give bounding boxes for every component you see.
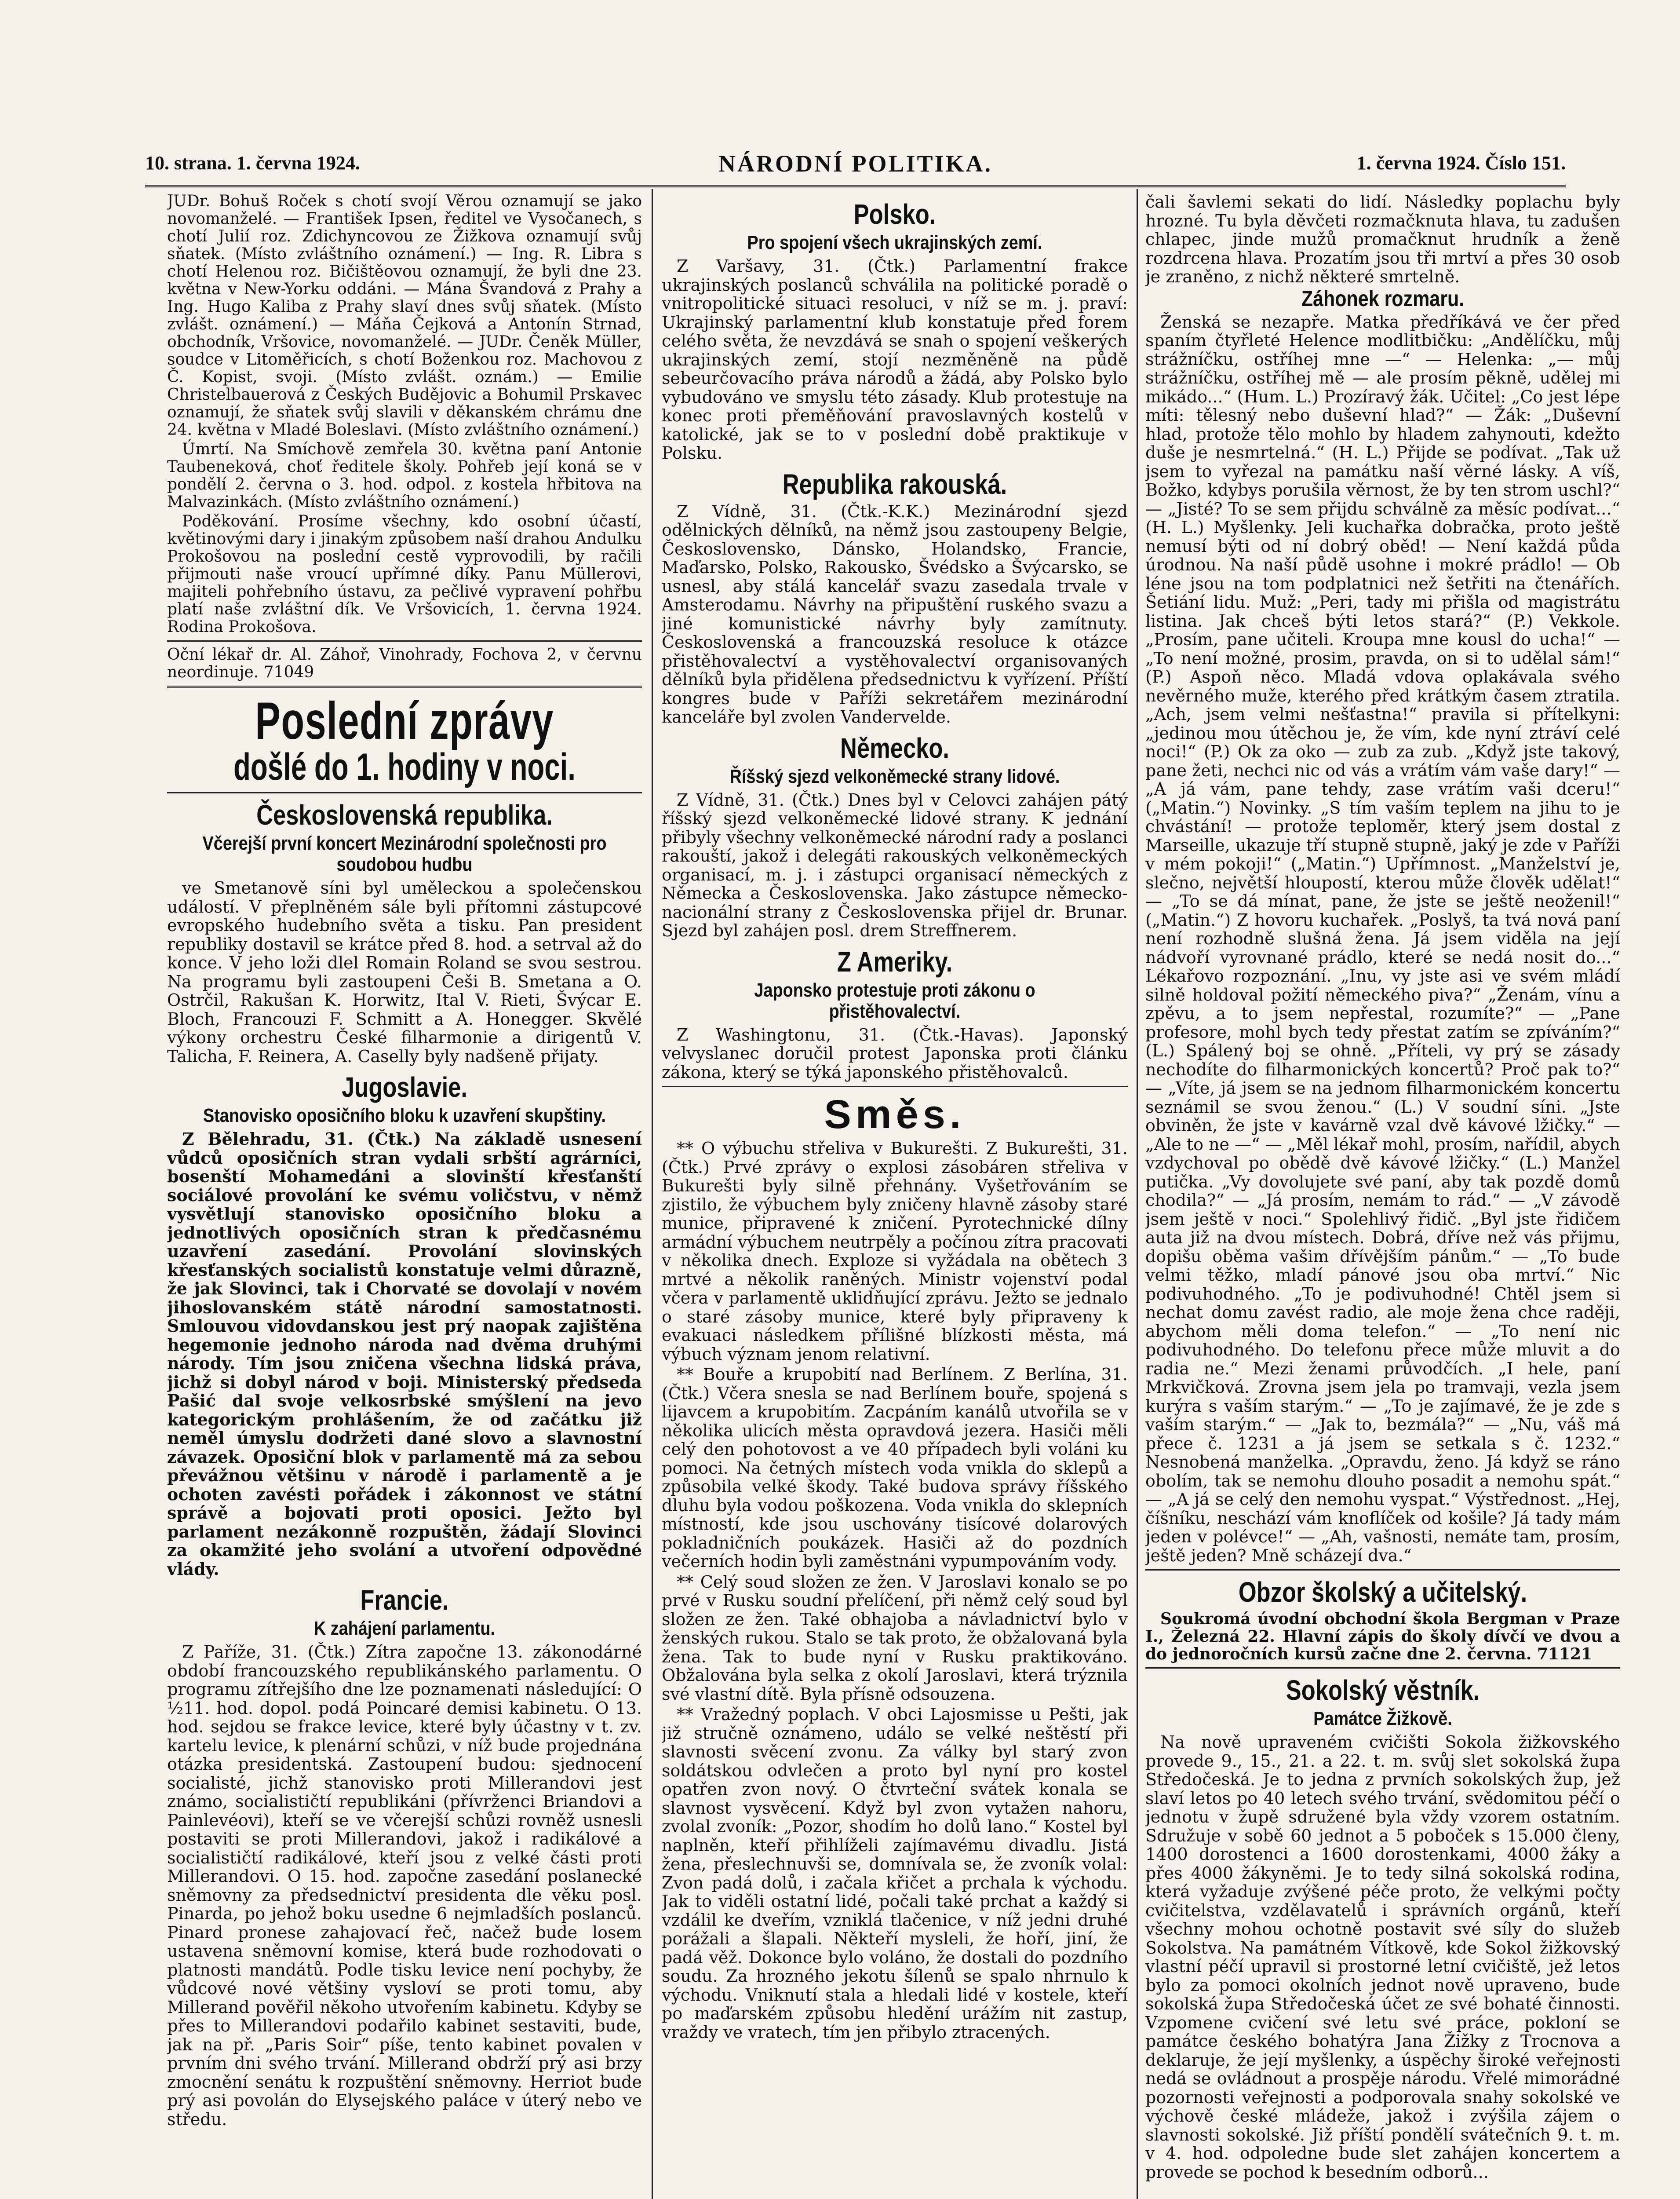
header-rule [145, 185, 1566, 187]
article-headline: Pro spojení všech ukrajinských zemí. [747, 232, 1042, 253]
school-notice: Soukromá úvodní obchodní škola Bergman v Praze I., Železná 22. Hlavní zápis do školy dívčí ve dvou a do jednoročních kursů začne dne 2. června. 71121 [1145, 1610, 1620, 1663]
page-date-left: 10. strana. 1. června 1924. [145, 152, 360, 174]
doctor-ad: Oční lékař dr. Al. Záhoř, Vinohrady, Fochova 2, v červnu neordinuje. 71049 [167, 646, 642, 681]
news-item: ** Bouře a krupobití nad Berlínem. Z Berlína, 31. (Čtk.) Včera snesla se nad Berlínem bouře, spojená s lijavcem a krupobitím. Zacpáním kanálů utvořila se v několika ulicích města opravdová jezera. Hasiči měli celý den pohotovost a ve 40 případech byli voláni ku pomoci. Na četných místech voda vnikla do sklepů a způsobila velké škody. Také budova správy říšského dluhu byla vodou poškozena. Voda vnikla do sklepních místností, kde jsou uschovány tisícové dolarových pokladničních poukázek. Hasiči až do pozdních večerních hodin byli zaměstnáni vypumpováním vody. [662, 1365, 1128, 1571]
column-divider [652, 189, 653, 2199]
masthead-title: NÁRODNÍ POLITIKA. [718, 150, 993, 177]
article-headline: Japonsko protestuje proti zákonu o přistěhovalectví. [754, 979, 1035, 1022]
section-title: Německo. [840, 732, 949, 764]
article-headline: K zahájení parlamentu. [313, 1618, 496, 1639]
column-2 [662, 193, 1128, 2199]
article-body: Z Vídně, 31. (Čtk.-K.K.) Mezinárodní sjezd odělnických dělníků, na němž jsou zastoupeny Belgie, Československo, Dánsko, Holandsko, Francie, Maďarsko, Polsko, Rakousko, Švédsko a Švýcarsko, se usnesl, aby stálá kancelář svazu zasedala trvale v Amsterodamu. Návrhy na připuštění ruského svazu a jiné komunistické návrhy byly zamítnuty. Československá a francouzská resoluce k otázce přistěhovalectví a vystěhovalectví organisovaných dělníků byla přidělena předsednictvu k vyřízení. Příští kongres bude v Paříži sekretářem mezinárodní kanceláře byl zvolen Vandervelde. [662, 501, 1128, 727]
wedding-notices: JUDr. Bohuš Roček s chotí svojí Věrou oznamují se jako novomanželé. — František Ipsen, ředitel ve Vysočanech, s chotí Julií roz. Zdichyncovou ze Žižkova oznamují svůj sňatek. (Místo zvláštního oznámení.) — Ing. R. Libra s chotí Helenou roz. Bičištěovou oznamují, že byli dne 23. května v New-Yorku oddáni. — Mána Švandová z Prahy a Ing. Hugo Kaliba z Prahy slaví dnes svůj sňatek. (Místo zvlášt. oznámení.) — Máňa Čejková a Antonín Strnad, obchodník, Vršovice, novomanželé. — JUDr. Čeněk Müller, soudce v Litoměřicích, s chotí Boženkou roz. Machovou z Č. Kopist, svoji. (Místo zvlášt. oznám.) — Emilie Christelbauerová z Českých Budějovic a Bohumil Prskavec oznamují, že sňatek svůj slavili v děkanském chrámu dne 24. května v Mladé Boleslavi. (Místo zvláštního oznámení.) [167, 193, 642, 439]
section-title: Záhonek rozmaru. [1301, 286, 1465, 311]
divider [167, 792, 642, 793]
article-headline: Stanovisko oposičního bloku k uzavření skupštiny. [203, 1105, 606, 1126]
article-body: Na nově upraveném cvičišti Sokola žižkovského provede 9., 15., 21. a 22. t. m. svůj slet sokolská župa Středočeská. Je to jedna z prvních sokolských žup, jež slaví letos po 40 letech svého trvání, svědomitou péčí o jednotu v župě sdružené byla vždy vzorem ostatním. Sdružuje v sobě 60 jednot a 5 poboček s 15.000 členy, 1400 dorostenci a 1600 dorostenkami, 4000 žáky a přes 4000 žákyněmi. Je to tedy silná sokolská rodina, která vyžaduje zvýšené péče proto, že velkými počty cvičitelstva, vzdělavatelů i správních orgánů, kteří všechny mohou ochotně postavit své síly do služeb Sokolstva. Na památném Vítkově, kde Sokol žižkovský vlastní péčí upravil si prostorné letní cvičiště, jež letos bylo za pomoci okolních jednot nově upraveno, bude sokolská župa Středočeská účet ze své bohaté činnosti. Vzpomene cvičení své letu své práce, pokloní se památce českého bohatýra Jana Žižky z Trocnova a deklaruje, že její myšlenky, a úspěchy široké veřejnosti nedá se ovládnout a prospěje národu. Vřelé mimorádné pozornosti veřejnosti a podporovala snahy sokolské ve výchově české mládeže, jakož i zvýšila zájem o slavnosti sokolské. Již příští pondělí svátečních 9. t. m. v 4. hod. odpoledne bude slet zahájen koncertem a provede se pochod k besedním odborů... [1145, 1732, 1620, 2182]
section-title: Francie. [360, 1584, 449, 1616]
section-title: Směs. [824, 1092, 966, 1137]
section-title: Československá republika. [256, 799, 553, 831]
issue-number: 1. června 1924. Číslo 151. [1356, 152, 1566, 174]
divider [1145, 1569, 1620, 1571]
section-title: Z Ameriky. [837, 946, 953, 978]
article-body: ve Smetanově síni byl uměleckou a společenskou událostí. V přeplněném sále byli přítomni zástupcové evropského hudebního světa a tisku. Pan president republiky dostavil se krátce před 8. hod. a setrval až do konce. V jeho loži dlel Romain Roland se svou sestrou. Na programu byli zastoupeni Češi B. Smetana a O. Ostrčil, Rakušan K. Horwitz, Ital V. Rieti, Švýcar E. Bloch, Francouzi F. Schmitt a A. Honegger. Skvělé výkony orchestru České filharmonie a dirigentů V. Talicha, F. Reinera, A. Caselly byly nadšeně přijaty. [167, 878, 642, 1066]
column-1 [167, 193, 642, 2199]
banner-subheadline: došlé do 1. hodiny v noci. [233, 746, 576, 788]
column-3 [1145, 193, 1620, 2199]
banner-headline: Poslední zprávy [255, 691, 554, 750]
section-title: Polsko. [853, 198, 936, 230]
article-headline: Říšský sjezd velkoněmecké strany lidové. [729, 765, 1060, 787]
article-headline: Památce Žižkově. [1313, 1708, 1452, 1729]
section-title: Obzor školský a učitelský. [1238, 1576, 1527, 1608]
article-body: Z Vídně, 31. (Čtk.) Dnes byl v Celovci zahájen pátý říšský sjezd velkoněmecké lidové strany. K jednání přibyly všechny velkoněmecké národní rady a poslanci rakouští, jakož i delegáti rakouských velkoněmeckých organisací, m. j. i zástupci organisací německých z Německa a Československa. Jako zástupce německo-nacionální strany z Československa přijel dr. Brunar. Sjezd byl zahájen posl. drem Streffnerem. [662, 790, 1128, 940]
section-title: Republika rakouská. [782, 468, 1007, 500]
column-divider [1137, 189, 1138, 2199]
humor-column: Ženská se nezapře. Matka předříkává ve čer před spaním čtyřleté Helence modlitbičku: „Andělíčku, můj strážníčku, ostříhej mne —“ — Helenka: „— můj strážníčku, ostříhej mě — ale prosím pěkně, udělej mi mikádo...“ (Hum. L.) Prozíravý žák. Učitel: „Co jest lépe míti: tělesný nebo duševní hlad?“ — Žák: „Duševní hlad, protože tělo mohlo by hladem zahynouti, kdežto duše je nesmrtelná.“ (H. L.) Přijde se podívat. „Tak už jsem to vyřezal na památku naší věrné lásky. A víš, Božko, kdybys porušila věrnost, že by ten strom uschl?“ — „Jisté? To se sem přijdu schválně za měsíc podívat...“ (H. L.) Myšlenky. Jeli kuchařka dobračka, proto ještě nemusí býti od ní dobrý oběd! — Není každá půda úrodnou. Na naší půdě usohne i mokré prádlo! — Ob léne jsou na tom podplatnici než šetřiti na čtenářích. Šetiání lidu. Muž: „Peri, tady mi přišla od magistrátu listina. Jak chceš býti letos stará?“ (P.) Vekkole. „Prosím, pane učiteli. Kroupa mne kousl do ucha!“ — „To není možné, prosim, pravda, on si to udělal sám!“ (P.) Aspoň něco. Mladá vdova oplakávala svého nevěrného muže, kterého před krátkým časem ztratila. „Ach, jsem velmi nešťastna!“ pravila si přítelkyni: „jedinou mou útěchou je, že vím, kde nyní ztráví celé noci!“ (P.) Ok za oko — zub za zub. „Když jste takový, pane žeti, nechci nic od vás a vrátím vám vaše dary!“ — „A já vám, pane tehdy, zase vrátím vaši dceru!“ („Matin.“) Novinky. „S tím vaším teplem na jihu to je chvástání! — protože teploměr, který jsem dostal z Marseille, ukazuje tří stupně stupně, jaký je zde v Paříži v mém pokoji!“ („Matin.“) Upřímnost. „Manželství je, slečno, největší hloupostí, kterou může člověk udělat!“ — „To se dá mínat, pane, že jste se ještě neoženil!“ („Matin.“) Z hovoru kuchařek. „Poslyš, ta tvá nová paní není rozhodně slušná žena. Já jsem viděla na její nádvoří vyrovnané prádlo, které se nedá nosit do...“ Lékařovo rozpoznání. „Inu, vy jste asi ve svém mládí silně holdoval požití německého piva?“ „Ženám, vínu a zpěvu, a to jsem nepřestal, rozumíte?“ — „Pane profesore, mohl bych tedy přestat zatím se zpíváním?“ (L.) Spálený boj se ohně. „Příteli, vy prý se zásady nechodíte do filharmonických koncertů? Proč pak to?“ — „Víte, já jsem se na jednom filharmonickém koncertu seznámil se svou ženou.“ (L.) V soudní síni. „Jste obviněn, že jste v kavárně vzal dvě kávové lžičky.“ — „Ale to ne —“ — „Měl lékař mohl, prosím, nařídil, abych vzdychoval po obědě dvě kávové lžičky.“ (L.) Manžel putička. „Vy dovolujete své paní, aby tak pozdě domů chodila?“ — „Já prosím, nemám to rád.“ — „V závodě jsem ještě v noci.“ Spolehlivý řidič. „Byl jste řidičem auta již na dvou místech. Dobrá, dříve než vás přijmu, dopišu oběma vašim dřívějším pánům.“ — „To bude velmi těžko, mladí pánové jsou oba mrtví.“ Nic podivuhodného. „To je podivuhodné! Chtěl jsem si nechat domu zavést radio, ale moje žena chce raději, abychom měli doma telefon.“ — „To není nic podivuhodného. Do telefonu přece může mluvit a do radia ne.“ Mezi ženami průvodčích. „I hele, paní Mrkvičková. Zrovna jsem jela po tramvaji, vezla jsem kurýra s vaším starým.“ — „To je zajímavé, že je zde s vaším starým.“ — „Jak to, bezmála?“ — „Nu, váš má přece č. 1231 a já jsem se setkala s č. 1232.“ Nesnobená manželka. „Opravdu, ženo. Já když se ráno obolím, tak se nemohu dlouho posadit a nemohu spát.“ — „A já se celý den nemohu vyspat.“ Výstřednost. „Hej, číšníku, neschází vám knoflíček od košile? Já tady mám jeden v polévce!“ — „Ah, vašnosti, nemáte tam, prosím, ještě jeden? Mně scházejí dva.“ [1145, 312, 1620, 1565]
news-item: ** Celý soud složen ze žen. V Jaroslavi konalo se po prvé v Rusku soudní přelíčení, při němž celý soud byl složen ze žen. Také obhajoba a návladnictví bylo v ženských rukou. Stalo se tak proto, že obžalovaná byla žena. Tak to bude nyní v Rusku praktikováno. Obžalována byla selka z okolí Jaroslavi, která trýznila své vlastní dítě. Byla přísně odsouzena. [662, 1572, 1128, 1704]
thanks-notice: Poděkování. Prosíme všechny, kdo osobní účastí, květinovými dary i jinakým způsobem naší drahou Andulku Prokošovou na poslední cestě vyprovodili, by račili přijmouti naše vroucí upřímné díky. Panu Müllerovi, majiteli pohřebního ústavu, za pečlivé vypravení pohřbu platí naše zvláštní dík. Ve Vršovicích, 1. června 1924. Rodina Prokošova. [167, 512, 642, 636]
news-item: ** Vražedný poplach. V obci Lajosmisse u Pešti, jak již stručně oznámeno, událo se velké neštěstí při slavnosti svěcení zvonu. Za války byl starý zvon soldátskou odvlečen a proto byl nyní pro kostel opatřen zvon nový. O čtvrteční svátek konala se slavnost vysvěcení. Když byl zvon vytažen nahoru, zvolal zvoník: „Pozor, shodím ho dolů lano.“ Kostel byl naplněn, kteří přihlíželi zajímavému divadlu. Jistá žena, přeslechnuvši se, domnívala se, že zvoník volal: Zvon padá dolů, i začala křičet a prchala k východu. Jak to viděli ostatní lidé, počali také prchat a každý si vzdálil ke dveřím, vzniklá tlačenice, v níž jedni druhé porážali a šlapali. Někteří mysleli, že hoří, jiní, že padá věž. Dokonce bylo voláno, že dostali do pozdního soudu. Za hrozného jekotu šílenů se spalo nhrnulo k východu. Vniknutí stala a hledali lidé v kostele, kteří po maďarském způsobu hledění urážím nit zastup, vraždy ve vratech, tím jen přibylo ztracených. [662, 1705, 1128, 2042]
article-headline: Včerejší první koncert Mezinárodní společnosti pro soudobou hudbu [202, 833, 607, 875]
article-body: Z Varšavy, 31. (Čtk.) Parlamentní frakce ukrajinských poslanců schválila na politické poradě o vnitropolitické situaci resoluci, v níž se m. j. praví: Ukrajinský parlamentní klub konstatuje před forem celého světa, že nevzdává se snah o spojení veškerých ukrajinských zemí, stojí nezměněně na půdě sebeurčovacího práva národů a žádá, aby Polsko bylo vybudováno ve smyslu této zásady. Klub protestuje na konec proti přeměňování pravoslavných kostelů v katolické, jak se to v poslední době praktikuje v Polsku. [662, 256, 1128, 463]
divider [1145, 1667, 1620, 1669]
divider [167, 686, 642, 688]
death-notice: Úmrtí. Na Smíchově zemřela 30. května paní Antonie Taubeneková, choť ředitele školy. Pohřeb její koná se v pondělí 2. června o 3. hod. odpol. z kostela hřbitova na Malvazinkách. (Místo zvláštního oznámení.) [167, 440, 642, 511]
article-body: Z Washingtonu, 31. (Čtk.-Havas). Japonský velvyslanec doručil protest Japonska proti článku zákona, který se týká japonského přistěhovalců. [662, 1025, 1128, 1082]
divider [662, 1086, 1128, 1087]
article-body: Z Paříže, 31. (Čtk.) Zítra započne 13. zákonodárné období francouzského republikánského parlamentu. O programu zítřejšího dne lze poznamenati následující: O ½11. hod. dopol. podá Poincaré demisi kabinetu. O 13. hod. sejdou se frakce levice, které byly účastny v t. zv. kartelu levice, k plenární schůzi, v níž bude projednána otázka presidentská. Zastoupení budou: sjednocení socialisté, jichž stanovisko proti Millerandovi jest známo, socialističtí republikáni (přívrženci Briandovi a Painlevéovi), kteří se ve včerejší schůzi rovněž usnesli postaviti se proti Millerandovi, jakož i radikálové a socialističtí radikálové, kteří jsou z velké části proti Millerandovi. O 15. hod. započne zasedání poslanecké sněmovny za předsednictví presidenta dle věku posl. Pinarda, po jehož boku usedne 6 nejmladších poslanců. Pinard pronese zahajovací řeč, načež bude losem ustavena sněmovní komise, která bude rozhodovati o platnosti mandátů. Podle tisku levice není pochyby, že vůdcové nové většiny vysloví se proti tomu, aby Millerand pověřil někoho utvořením kabinetu. Kdyby se přes to Millerandovi podařilo kabinet sestaviti, bude, jak na př. „Paris Soir“ píše, tento kabinet povalen v prvním dni svého trvání. Millerand obdrží prý asi brzy zmocnění senátu k rozpuštění sněmovny. Herriot bude prý asi povolán do Elysejského paláce v úterý nebo ve středu. [167, 1642, 642, 2129]
article-body: Z Bělehradu, 31. (Čtk.) Na základě usnesení vůdců oposičních stran vydali srbští agrárníci, bosenští Mohamedáni a slovinští křesťanští sociálové provolání ke svému voličstvu, v němž vysvětlují stanovisko oposičního bloku a jednotlivých oposičních stran k předčasnému uzavření zasedání. Provolání slovinských křesťanských socialistů konstatuje velmi důrazně, že jak Slovinci, tak i Chorvaté se dovolají v novém jihoslovanském státě národní samostatnosti. Smlouvou vidovdanskou jest prý naopak zajištěna hegemonie jednoho národa nad dvěma druhými národy. Tím jsou zničena všechna lidská práva, jichž si dobyl národ v boji. Ministerský předseda Pašić dal svoje velkosrbské smýšlení na jevo kategorickým prohlášením, že od začátku již neměl úmyslu dodržeti dané slovo a slavnostní závazek. Oposiční blok v parlamentě má za sebou převážnou většinu v národě i parlamentě a je ochoten zavésti pořádek i zákonnost ve státní správě a bojovati proti oposici. Ježto byl parlament nezákonně rozpuštěn, žádají Slovinci za okamžité jeho svolání a utvoření odpovědné vlády. [167, 1129, 642, 1579]
news-item: ** O výbuchu střeliva v Bukurešti. Z Bukurešti, 31. (Čtk.) Prvé zprávy o explosi zásobáren střeliva v Bukurešti byly silně přehnány. Vyšetřováním se zjistilo, že výbuchem byly zničeny hlavně zásoby staré munice, připravené k zničení. Pyrotechnické dílny armádní výbuchem neutrpěly a počínou zítra pracovati v několika dnech. Exploze si vyžádala na obětech 3 mrtvé a několik raněných. Ministr vojenství podal včera v parlamentě uklidňující zprávu. Ježto se jednalo o staré zásoby munice, které byly připraveny k evakuaci následkem přílišné blízkosti města, má výbuch význam jenom relativní. [662, 1139, 1128, 1364]
section-title: Jugoslavie. [342, 1071, 467, 1103]
section-title: Sokolský věstník. [1286, 1674, 1480, 1706]
article-continuation: čali šavlemi sekati do lidí. Následky poplachu byly hrozné. Tu byla děvčeti rozmačknuta hlava, tu zadušen chlapec, jinde mužů promačknut hrudník a ženě rozdrcena hlava. Prozatím jsou tři mrtví a přes 30 osob je zraněno, z nichž některé smrtelně. [1145, 193, 1620, 286]
divider [167, 640, 642, 642]
